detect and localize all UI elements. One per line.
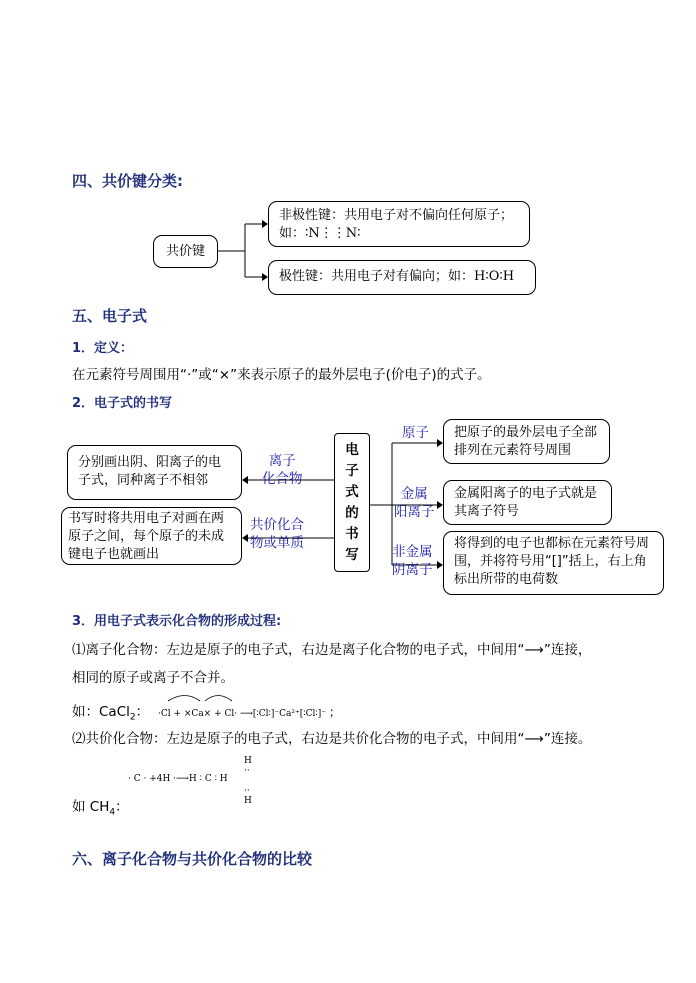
ch4-top-pair: ·· xyxy=(244,766,250,776)
ionic-rule-line2: 相同的原子或离子不合并。 xyxy=(72,670,234,686)
subscript: 2 xyxy=(129,712,136,723)
section6-title: 六、离子化合物与共价化合物的比较 xyxy=(72,850,313,868)
ionic-compound-label xyxy=(262,452,303,488)
polar-bond-box xyxy=(268,260,536,295)
covalent-bond-node xyxy=(153,235,218,268)
metal-cation-label xyxy=(394,485,435,521)
cacl2-reactants: ·Cl + ×Ca× + Cl· xyxy=(158,709,238,719)
formation-heading: 3．用电子式表示化合物的形成过程: xyxy=(72,614,282,629)
center-char: 写 xyxy=(345,547,359,563)
ch4-example-label xyxy=(72,795,129,818)
label-line: 阴离子 xyxy=(392,562,433,578)
ionic-rule-line1: ⑴离子化合物：左边是原子的电子式，右边是离子化合物的电子式，中间用“⟶”连接， xyxy=(72,642,592,658)
ch4-formation-formula: · C · +4H ·⟶H ∶ C ∶ H xyxy=(128,774,228,784)
label-line: 共价化合 xyxy=(250,517,304,533)
covalent-compound-box xyxy=(61,507,242,565)
polar-formula: H∶O∶H xyxy=(474,269,515,284)
writing-heading: 2．电子式的书写 xyxy=(72,396,173,411)
definition-heading: 1．定义： xyxy=(72,341,134,356)
covalent-rule: ⑵共价化合物：左边是原子的电子式，右边是共价化合物的电子式，中间用“⟶”连接。 xyxy=(72,731,592,747)
label-line: 离子 xyxy=(268,453,296,469)
ch4-colon: ： xyxy=(115,799,129,815)
covalent-compound-text: 书写时将共用电子对画在两原子之间，每个原子的未成键电子也就画出 xyxy=(68,511,225,562)
nonmetal-anion-box xyxy=(443,531,664,595)
nonpolar-example-prefix: 如： xyxy=(279,226,306,241)
ch4-prefix: 如 CH xyxy=(72,799,110,815)
label-line: 阳离子 xyxy=(394,504,435,520)
center-char: 的 xyxy=(345,505,359,521)
covalent-compound-label xyxy=(250,516,304,552)
nonmetal-anion-text: 将得到的电子也都标在元素符号周围，并将符号用“[]”括上，右上角标出所带的电荷数 xyxy=(454,536,650,587)
ch4-bottom-pair: ·· xyxy=(244,786,250,796)
label-line: 物或单质 xyxy=(250,535,304,551)
subscript: 4 xyxy=(109,807,116,818)
polar-bond-text: 极性键：共用电子对有偏向；如： xyxy=(279,269,475,284)
cacl2-example-label xyxy=(72,700,149,723)
label-line: 金属 xyxy=(400,486,428,502)
center-char: 子 xyxy=(345,463,359,479)
metal-cation-text: 金属阳离子的电子式就是其离子符号 xyxy=(454,486,598,519)
atom-label: 原子 xyxy=(402,425,429,441)
nonpolar-formula: ∶N⋮⋮N∶ xyxy=(305,226,361,241)
label-line: 非金属 xyxy=(392,544,433,560)
cacl2-end: ； xyxy=(328,705,341,719)
ionic-compound-box xyxy=(67,445,242,500)
cacl2-product: ⟶[∶Cl∶]⁻Ca²⁺[∶Cl∶]⁻ xyxy=(240,709,326,719)
center-char: 式 xyxy=(345,484,359,500)
center-char: 电 xyxy=(345,442,359,458)
atom-box xyxy=(443,419,610,464)
label-line: 化合物 xyxy=(262,471,303,487)
nonmetal-anion-label xyxy=(392,543,433,579)
electron-formula-center-node xyxy=(334,433,370,572)
ionic-compound-text: 分别画出阴、阳离子的电子式，同种离子不相邻 xyxy=(78,455,222,488)
section4-title: 四、共价键分类: xyxy=(72,172,183,190)
metal-cation-box xyxy=(443,480,612,525)
covalent-bond-label: 共价键 xyxy=(165,244,205,259)
center-char: 书 xyxy=(345,526,359,542)
definition-text: 在元素符号周围用“·”或“×”来表示原子的最外层电子(价电子)的式子。 xyxy=(72,367,491,383)
cacl2-formation-formula xyxy=(158,703,341,720)
ch4-bottom-h: H xyxy=(244,796,252,806)
nonpolar-bond-text: 非极性键：共用电子对不偏向任何原子； xyxy=(279,208,514,223)
atom-text: 把原子的最外层电子全部排列在元素符号周围 xyxy=(454,425,598,458)
example-prefix: 如：CaCl xyxy=(72,704,130,720)
section5-title: 五、电子式 xyxy=(72,307,148,325)
ch4-top-h: H xyxy=(244,756,252,766)
example-colon: ： xyxy=(135,704,150,720)
nonpolar-bond-box xyxy=(268,201,530,247)
